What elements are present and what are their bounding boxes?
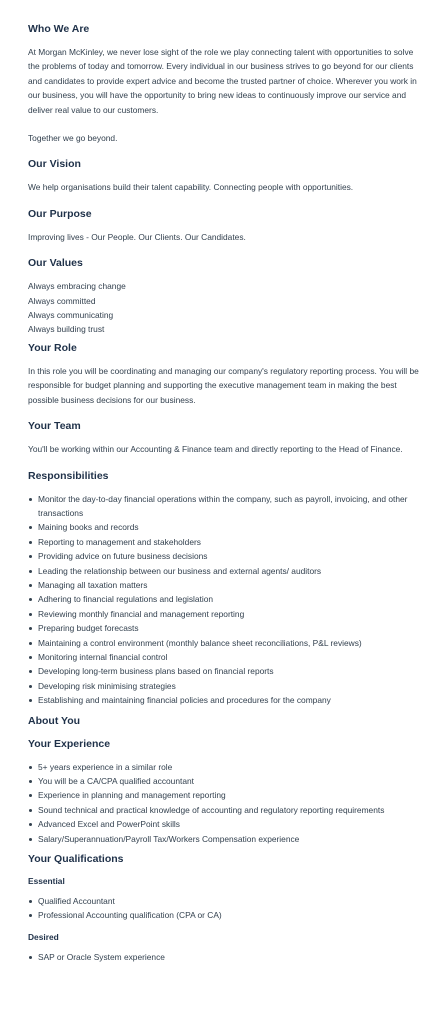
bullet-icon (29, 498, 32, 501)
bullet-icon (29, 541, 32, 544)
team-heading: Your Team (28, 420, 81, 433)
list-item (38, 520, 427, 534)
bullet-icon (29, 900, 32, 903)
list-item-text: Reviewing monthly financial and management reporting (38, 608, 245, 619)
qualifications-heading: Your Qualifications (28, 853, 124, 866)
list-item-text: Maining books and records (38, 522, 139, 533)
list-item-text: Salary/Superannuation/Payroll Tax/Workers Compensation experience (38, 833, 300, 844)
list-item-text: Leading the relationship between our business and external agents/ auditors (38, 565, 322, 576)
who-we-are-text: At Morgan McKinley, we never lose sight of the role we play connecting talent with opportunities to solve the problems of today and tomorrow. Every individual in our business strives to go beyond for our clients and candidates to provide expert advice and become the trusted partner of choice. Wherever you work in our business, you will have the opportunity to bring new ideas to continuously improve our service and deliver real value to our customers. (28, 47, 417, 115)
bullet-icon (29, 794, 32, 797)
role-heading: Your Role (28, 341, 77, 354)
vision-text: We help organisations build their talent capability. Connecting people with opportunities. (28, 182, 354, 193)
experience-list (28, 760, 427, 846)
list-item-text: Experience in planning and management reporting (38, 790, 226, 801)
bullet-icon (29, 823, 32, 826)
list-item (38, 760, 427, 774)
list-item (38, 564, 427, 578)
list-item-text: Developing risk minimising strategies (38, 680, 176, 691)
list-item-text: SAP or Oracle System experience (38, 951, 165, 962)
bullet-icon (29, 656, 32, 659)
list-item (38, 679, 427, 693)
bullet-icon (29, 670, 32, 673)
list-item-text: Developing long-term business plans based on financial reports (38, 666, 274, 677)
bullet-icon (29, 914, 32, 917)
list-item (38, 578, 427, 592)
list-item-text: You will be a CA/CPA qualified accountant (38, 776, 194, 786)
bullet-icon (29, 809, 32, 812)
list-item (38, 950, 427, 964)
bullet-icon (29, 766, 32, 769)
who-we-are-tagline: Together we go beyond. (28, 133, 118, 144)
bullet-icon (29, 598, 32, 601)
list-item (38, 636, 427, 650)
bullet-icon (29, 780, 32, 783)
list-item (38, 817, 427, 831)
bullet-icon (29, 642, 32, 645)
list-item (38, 788, 427, 802)
role-text: In this role you will be coordinating and managing our company's regulatory reporting process. You will be responsible for budget planning and supporting the executive management team in making the best possible business decisions for our business. (28, 365, 419, 405)
list-item-text: Managing all taxation matters (38, 579, 148, 590)
bullet-icon (29, 584, 32, 587)
bullet-icon (29, 613, 32, 616)
bullet-icon (29, 526, 32, 529)
bullet-icon (29, 838, 32, 841)
values-heading: Our Values (28, 257, 83, 270)
purpose-text: Improving lives - Our People. Our Clients. Our Candidates. (28, 231, 246, 242)
bullet-icon (29, 627, 32, 630)
list-item-text: Qualified Accountant (38, 896, 115, 907)
essential-heading: Essential (28, 876, 65, 887)
desired-list (28, 950, 427, 964)
list-item (38, 693, 427, 707)
list-item (38, 908, 427, 922)
list-item (38, 650, 427, 664)
list-item-text: Adhering to financial regulations and legislation (38, 594, 214, 605)
bullet-icon (29, 570, 32, 573)
list-item (38, 492, 427, 521)
list-item (38, 621, 427, 635)
responsibilities-list (28, 492, 427, 708)
bullet-icon (29, 956, 32, 959)
list-item (38, 894, 427, 908)
list-item-text: Advanced Excel and PowerPoint skills (38, 819, 180, 830)
purpose-heading: Our Purpose (28, 207, 92, 220)
list-item-text: Monitor the day-to-day financial operations within the company, such as payroll, invoicing, and other transactions (38, 493, 408, 518)
list-item (38, 803, 427, 817)
list-item-text: Preparing budget forecasts (38, 623, 139, 634)
list-item: Always building trust (28, 324, 105, 335)
list-item-text: Sound technical and practical knowledge of accounting and regulatory reporting requirements (38, 804, 385, 815)
list-item: Always communicating (28, 310, 114, 321)
responsibilities-heading: Responsibilities (28, 469, 109, 482)
list-item-text: Maintaining a control environment (monthly balance sheet reconciliations, P&L reviews) (38, 637, 362, 648)
list-item (38, 607, 427, 621)
list-item (38, 535, 427, 549)
experience-heading: Your Experience (28, 737, 111, 750)
list-item (38, 549, 427, 563)
list-item: Always embracing change (28, 281, 126, 292)
list-item-text: Providing advice on future business decisions (38, 551, 208, 562)
list-item-text: Establishing and maintaining financial policies and procedures for the company (38, 695, 331, 706)
list-item-text: 5+ years experience in a similar role (38, 761, 173, 772)
vision-heading: Our Vision (28, 158, 81, 171)
list-item: Always committed (28, 295, 96, 306)
essential-list (28, 894, 427, 923)
values-list (28, 279, 427, 337)
list-item (38, 774, 427, 788)
bullet-icon (29, 699, 32, 702)
bullet-icon (29, 685, 32, 688)
list-item (38, 664, 427, 678)
list-item (38, 832, 427, 846)
about-you-heading: About You (28, 714, 81, 727)
list-item-text: Monitoring internal financial control (38, 651, 168, 662)
list-item (38, 592, 427, 606)
team-text: You'll be working within our Accounting & Finance team and directly reporting to the Head of Finance. (28, 444, 403, 455)
bullet-icon (29, 555, 32, 558)
desired-heading: Desired (28, 931, 59, 942)
list-item-text: Professional Accounting qualification (CPA or CA) (38, 910, 222, 921)
who-we-are-heading: Who We Are (28, 23, 90, 35)
list-item-text: Reporting to management and stakeholders (38, 536, 201, 547)
